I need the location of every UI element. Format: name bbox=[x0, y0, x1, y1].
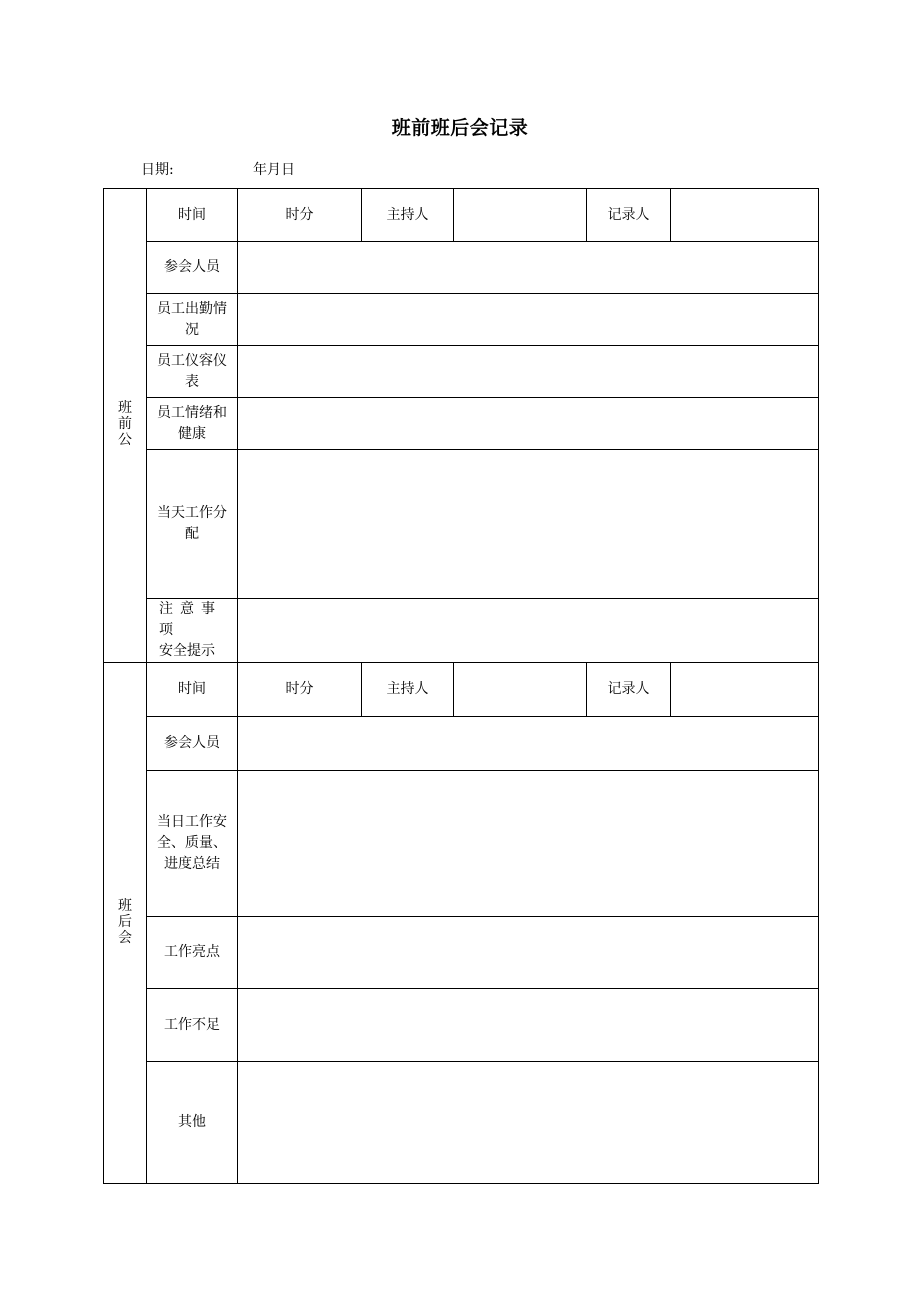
pre-safety-notes-row bbox=[104, 599, 819, 663]
post-time-value[interactable]: 时分 bbox=[238, 663, 362, 717]
page-title: 班前班后会记录 bbox=[391, 117, 529, 139]
post-other-label: 其他 bbox=[147, 1062, 238, 1184]
pre-time-label: 时间 bbox=[147, 189, 238, 242]
post-summary-field[interactable] bbox=[238, 771, 819, 917]
pre-attendees-field[interactable] bbox=[238, 242, 819, 294]
post-host-field[interactable] bbox=[454, 663, 587, 717]
pre-mood-health-field[interactable] bbox=[238, 398, 819, 450]
pre-time-value[interactable]: 时分 bbox=[238, 189, 362, 242]
post-recorder-label: 记录人 bbox=[587, 663, 671, 717]
post-time-label: 时间 bbox=[147, 663, 238, 717]
post-shortcomings-row bbox=[104, 989, 819, 1062]
pre-appearance-field[interactable] bbox=[238, 346, 819, 398]
post-highlights-label: 工作亮点 bbox=[147, 917, 238, 989]
post-attendees-label: 参会人员 bbox=[147, 717, 238, 771]
pre-appearance-label: 员工仪容仪表 bbox=[147, 346, 238, 398]
pre-attendance-row bbox=[104, 294, 819, 346]
meeting-record-table bbox=[103, 188, 819, 1184]
post-summary-row bbox=[104, 771, 819, 917]
pre-attendees-label: 参会人员 bbox=[147, 242, 238, 294]
post-summary-label: 当日工作安全、质量、进度总结 bbox=[147, 771, 238, 917]
pre-attendees-row bbox=[104, 242, 819, 294]
post-attendees-field[interactable] bbox=[238, 717, 819, 771]
pre-recorder-field[interactable] bbox=[671, 189, 819, 242]
post-other-row bbox=[104, 1062, 819, 1184]
post-recorder-field[interactable] bbox=[671, 663, 819, 717]
date-label: 日期: bbox=[141, 162, 174, 178]
post-highlights-row bbox=[104, 917, 819, 989]
pre-work-assignment-row bbox=[104, 450, 819, 599]
post-host-label: 主持人 bbox=[362, 663, 454, 717]
post-meeting-section-label: 班后会 bbox=[104, 663, 147, 1184]
pre-attendance-label: 员工出勤情况 bbox=[147, 294, 238, 346]
pre-safety-notes-field[interactable] bbox=[238, 599, 819, 663]
post-other-field[interactable] bbox=[238, 1062, 819, 1184]
post-shortcomings-label: 工作不足 bbox=[147, 989, 238, 1062]
post-highlights-field[interactable] bbox=[238, 917, 819, 989]
pre-recorder-label: 记录人 bbox=[587, 189, 671, 242]
post-meeting-header-row bbox=[104, 663, 819, 717]
pre-host-label: 主持人 bbox=[362, 189, 454, 242]
pre-mood-health-label: 员工情绪和健康 bbox=[147, 398, 238, 450]
pre-safety-notes-label: 注意事项 安全提示 bbox=[147, 599, 238, 663]
date-value[interactable]: 年月日 bbox=[253, 162, 295, 178]
pre-mood-health-row bbox=[104, 398, 819, 450]
post-shortcomings-field[interactable] bbox=[238, 989, 819, 1062]
post-attendees-row bbox=[104, 717, 819, 771]
pre-meeting-header-row bbox=[104, 189, 819, 242]
pre-work-assignment-field[interactable] bbox=[238, 450, 819, 599]
pre-appearance-row bbox=[104, 346, 819, 398]
pre-meeting-section-label: 班前公 bbox=[104, 189, 147, 663]
pre-work-assignment-label: 当天工作分配 bbox=[147, 450, 238, 599]
pre-attendance-field[interactable] bbox=[238, 294, 819, 346]
pre-host-field[interactable] bbox=[454, 189, 587, 242]
